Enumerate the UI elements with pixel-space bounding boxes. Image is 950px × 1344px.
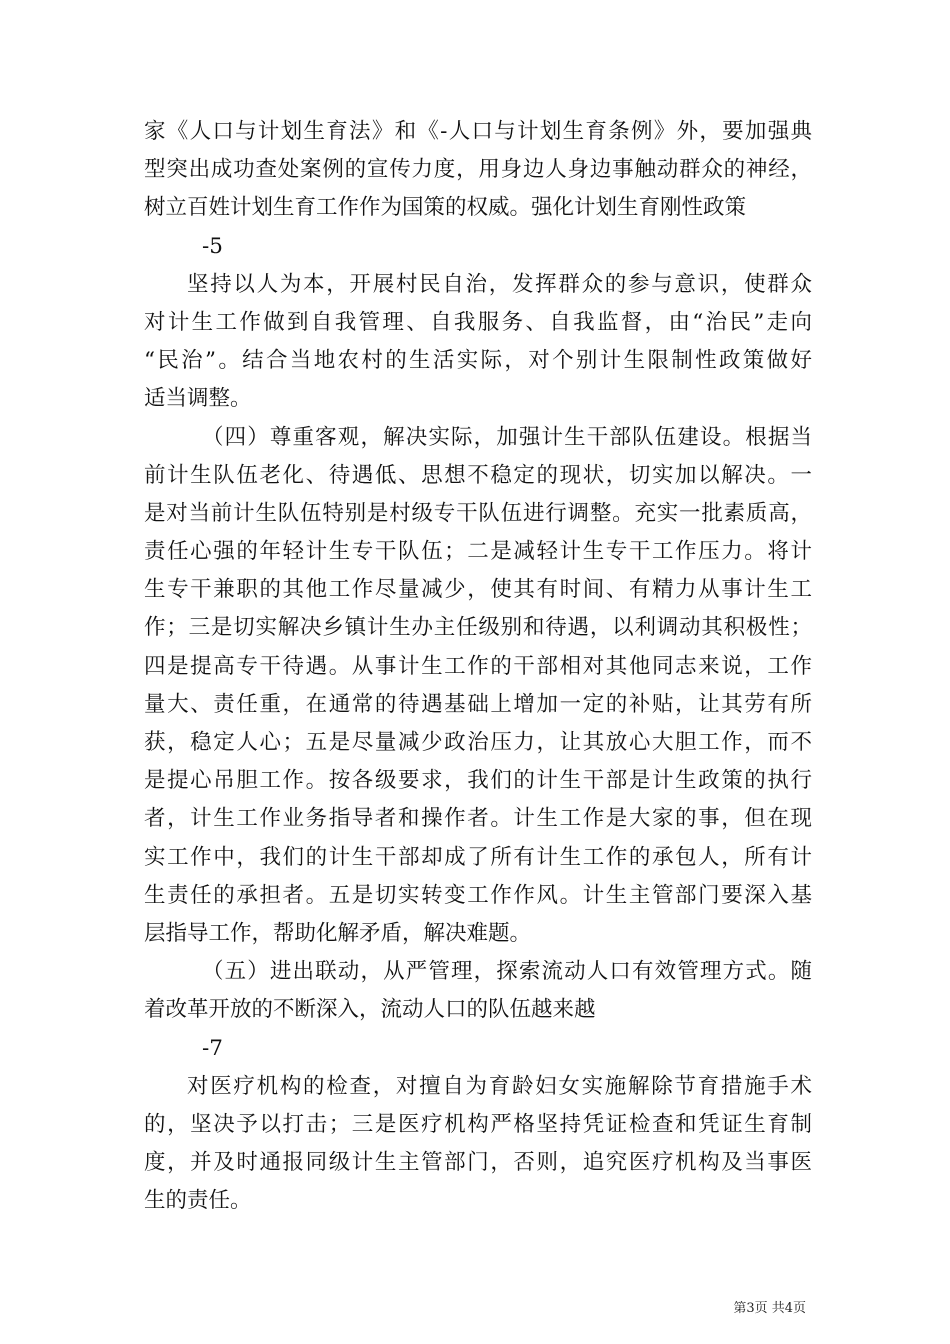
page-marker: -7 bbox=[202, 1035, 223, 1061]
text-line: 型突出成功查处案例的宣传力度，用身边人身边事触动群众的神经， bbox=[144, 157, 812, 183]
text-line: 着改革开放的不断深入，流动人口的队伍越来越 bbox=[144, 997, 596, 1023]
text-line: 树立百姓计划生育工作作为国策的权威。强化计划生育刚性政策 bbox=[144, 195, 747, 221]
text-line: 是对当前计生队伍特别是村级专干队伍进行调整。充实一批素质高， bbox=[144, 500, 812, 526]
text-line: 者，计生工作业务指导者和操作者。计生工作是大家的事，但在现 bbox=[144, 806, 812, 832]
text-line: 生的责任。 bbox=[144, 1188, 252, 1214]
text-line: 对医疗机构的检查，对擅自为育龄妇女实施解除节育措施手术 bbox=[187, 1073, 812, 1099]
document-body bbox=[144, 113, 812, 1220]
text-line: 坚持以人为本，开展村民自治，发挥群众的参与意识，使群众 bbox=[187, 271, 812, 297]
text-line: 是提心吊胆工作。按各级要求，我们的计生干部是计生政策的执行 bbox=[144, 768, 812, 794]
text-line: 度，并及时通报同级计生主管部门，否则，追究医疗机构及当事医 bbox=[144, 1150, 812, 1176]
text-line: （四）尊重客观，解决实际，加强计生干部队伍建设。根据当 bbox=[202, 424, 812, 450]
text-line: 获，稳定人心；五是尽量减少政治压力，让其放心大胆工作，而不 bbox=[144, 730, 812, 755]
text-line: 家《人口与计划生育法》和《-人口与计划生育条例》外，要加强典 bbox=[144, 119, 812, 144]
text-line: 对计生工作做到自我管理、自我服务、自我监督，由“治民”走向 bbox=[144, 309, 812, 335]
text-line: 适当调整。 bbox=[144, 386, 252, 412]
text-line: 前计生队伍老化、待遇低、思想不稳定的现状，切实加以解决。一 bbox=[144, 462, 812, 488]
page-marker: -5 bbox=[202, 233, 223, 259]
text-line: （五）进出联动，从严管理，探索流动人口有效管理方式。随 bbox=[202, 959, 812, 985]
text-line: “民治”。结合当地农村的生活实际，对个别计生限制性政策做好 bbox=[144, 348, 812, 374]
text-line: 生责任的承担者。五是切实转变工作作风。计生主管部门要深入基 bbox=[144, 882, 812, 908]
text-line: 层指导工作，帮助化解矛盾，解决难题。 bbox=[144, 920, 532, 946]
page-footer: 第3页 共4页 bbox=[733, 1301, 806, 1316]
text-line: 责任心强的年轻计生专干队伍；二是减轻计生专干工作压力。将计 bbox=[144, 539, 812, 565]
text-line: 量大、责任重，在通常的待遇基础上增加一定的补贴，让其劳有所 bbox=[144, 691, 812, 717]
text-line: 的，坚决予以打击；三是医疗机构严格坚持凭证检查和凭证生育制 bbox=[144, 1111, 812, 1137]
text-line: 实工作中，我们的计生干部却成了所有计生工作的承包人，所有计 bbox=[144, 844, 812, 870]
text-line: 作；三是切实解决乡镇计生办主任级别和待遇，以利调动其积极性； bbox=[144, 615, 812, 641]
text-line: 生专干兼职的其他工作尽量减少，使其有时间、有精力从事计生工 bbox=[144, 577, 812, 603]
text-line: 四是提高专干待遇。从事计生工作的干部相对其他同志来说，工作 bbox=[144, 653, 812, 679]
